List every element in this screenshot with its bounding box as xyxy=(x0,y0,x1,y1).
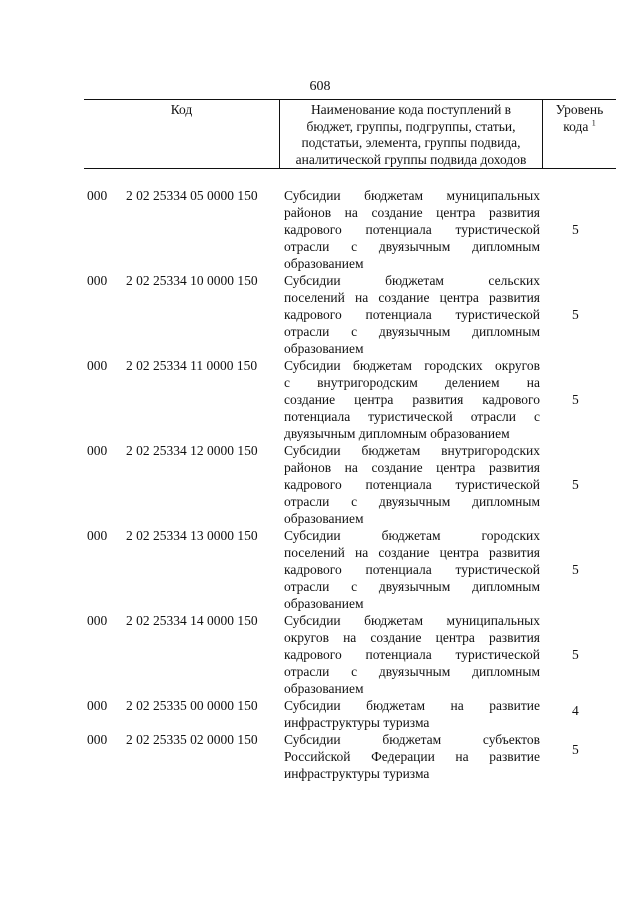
name-line: Субсидии бюджетам муниципальных xyxy=(284,188,540,203)
name-line: образованием xyxy=(284,681,364,696)
name-line: Субсидии бюджетам субъектов xyxy=(284,732,540,747)
revenue-name xyxy=(284,442,540,527)
revenue-code: 2 02 25334 05 0000 150 xyxy=(126,188,258,203)
name-line: потенциала туристической отрасли с xyxy=(284,409,540,424)
page-number: 608 xyxy=(309,79,331,94)
admin-code: 000 xyxy=(87,732,108,747)
revenue-name xyxy=(284,731,540,782)
table-row xyxy=(84,527,616,612)
name-line: кадрового потенциала туристической xyxy=(284,307,540,322)
header-code-label: Код xyxy=(170,102,193,117)
header-level-label: кода xyxy=(563,118,589,134)
name-line: округов на создание центра развития xyxy=(284,630,540,645)
name-line: двуязычным дипломным образованием xyxy=(284,426,510,441)
name-line: отрасли с двуязычным дипломным xyxy=(284,664,540,679)
header-name-line: бюджет, группы, подгруппы, статьи, xyxy=(306,118,516,134)
admin-code: 000 xyxy=(87,613,108,628)
name-line: Субсидии бюджетам сельских xyxy=(284,273,540,288)
name-line: создание центра развития кадрового xyxy=(284,392,540,407)
admin-code: 000 xyxy=(87,528,108,543)
header-level-line: Уровень xyxy=(555,102,604,117)
name-line: образованием xyxy=(284,511,364,526)
name-line: кадрового потенциала туристической xyxy=(284,222,540,237)
name-line: инфраструктуры туризма xyxy=(284,766,430,781)
revenue-name xyxy=(284,272,540,357)
revenue-code: 2 02 25334 10 0000 150 xyxy=(126,273,258,288)
revenue-name xyxy=(284,612,540,697)
table-row xyxy=(84,357,616,442)
name-line: кадрового потенциала туристической xyxy=(284,477,540,492)
name-line: Субсидии бюджетам муниципальных xyxy=(284,613,540,628)
footnote-marker: 1 xyxy=(591,118,596,127)
admin-code: 000 xyxy=(87,358,108,373)
code-level: 5 xyxy=(572,647,579,662)
table-body xyxy=(84,187,616,782)
name-line: поселений на создание центра развития xyxy=(284,290,540,305)
header-name-line: Наименование кода поступлений в xyxy=(310,102,512,117)
code-level: 5 xyxy=(572,392,579,407)
name-line: отрасли с двуязычным дипломным xyxy=(284,239,540,254)
revenue-name xyxy=(284,527,540,612)
header-code-cell xyxy=(84,100,280,168)
name-line: районов на создание центра развития xyxy=(284,460,540,475)
revenue-code: 2 02 25334 12 0000 150 xyxy=(126,443,258,458)
header-name-line: подстатьи, элемента, группы подвида, xyxy=(301,135,521,150)
revenue-code: 2 02 25334 11 0000 150 xyxy=(126,358,258,373)
revenue-code: 2 02 25335 02 0000 150 xyxy=(126,732,258,747)
table-row xyxy=(84,187,616,272)
name-line: кадрового потенциала туристической xyxy=(284,647,540,662)
name-line: инфраструктуры туризма xyxy=(284,715,430,730)
code-level: 5 xyxy=(572,562,579,577)
name-line: отрасли с двуязычным дипломным xyxy=(284,579,540,594)
name-line: Субсидии бюджетам городских xyxy=(284,528,540,543)
header-name-line: аналитической группы подвида доходов xyxy=(295,151,527,167)
admin-code: 000 xyxy=(87,698,108,713)
revenue-name xyxy=(284,697,540,731)
table-row xyxy=(84,697,616,731)
revenue-name xyxy=(284,187,540,272)
revenue-name xyxy=(284,357,540,442)
code-level: 4 xyxy=(572,703,579,718)
revenue-code: 2 02 25335 00 0000 150 xyxy=(126,698,258,713)
name-line: отрасли с двуязычным дипломным xyxy=(284,324,540,339)
name-line: Субсидии бюджетам внутригородских xyxy=(284,443,540,458)
name-line: районов на создание центра развития xyxy=(284,205,540,220)
name-line: отрасли с двуязычным дипломным xyxy=(284,494,540,509)
name-line: образованием xyxy=(284,341,364,356)
revenue-code: 2 02 25334 13 0000 150 xyxy=(126,528,258,543)
code-level: 5 xyxy=(572,742,579,757)
revenue-code: 2 02 25334 14 0000 150 xyxy=(126,613,258,628)
table-header xyxy=(84,99,616,169)
table-row xyxy=(84,272,616,357)
header-level-cell xyxy=(543,100,616,168)
header-name-cell xyxy=(280,100,543,168)
admin-code: 000 xyxy=(87,443,108,458)
header-level-line xyxy=(543,119,616,136)
table-row xyxy=(84,612,616,697)
code-level: 5 xyxy=(572,307,579,322)
code-level: 5 xyxy=(572,477,579,492)
name-line: Субсидии бюджетам городских округов xyxy=(284,358,540,373)
name-line: с внутригородским делением на xyxy=(284,375,540,390)
admin-code: 000 xyxy=(87,273,108,288)
name-line: поселений на создание центра развития xyxy=(284,545,540,560)
table-row xyxy=(84,442,616,527)
name-line: Российской Федерации на развитие xyxy=(284,749,540,764)
name-line: кадрового потенциала туристической xyxy=(284,562,540,577)
name-line: образованием xyxy=(284,596,364,611)
code-level: 5 xyxy=(572,222,579,237)
name-line: образованием xyxy=(284,256,364,271)
admin-code: 000 xyxy=(87,188,108,203)
table-row xyxy=(84,731,616,782)
name-line: Субсидии бюджетам на развитие xyxy=(284,698,540,713)
